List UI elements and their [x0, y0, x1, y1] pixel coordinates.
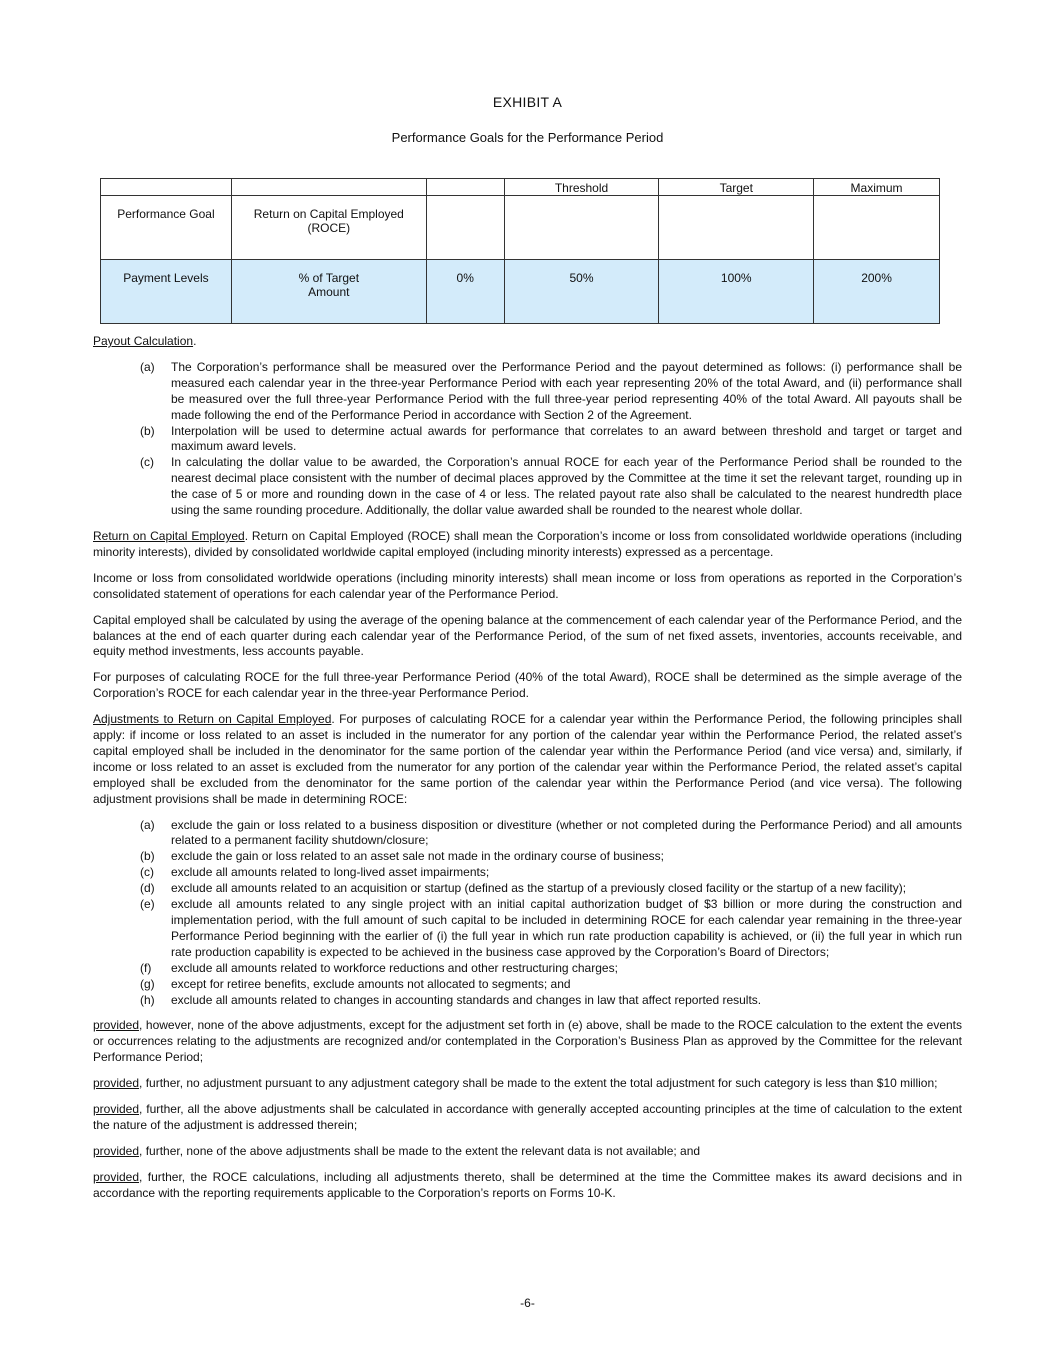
table-cell [504, 196, 659, 260]
list-item [93, 424, 962, 456]
proviso-paragraph [93, 1076, 962, 1092]
page-number: -6- [520, 1296, 535, 1310]
payout-list [93, 360, 962, 519]
list-marker: (f) [140, 960, 152, 975]
list-marker: (c) [140, 455, 154, 470]
list-item [93, 897, 962, 961]
proviso-lead: provided [93, 1018, 140, 1033]
adjustments-text: . For purposes of calculating ROCE for a calendar year within the Performance Period, the following principles shall apply: if income or loss related to an asset is included in the numerator for any portion of the calendar year within the Performance Period, the related asset’s capital employed shall be included in the denominator for the same portion of the calendar year within the Performance Period (and vice versa) and, similarly, if income or loss related to an asset is excluded from the numerator for any portion of the calendar year within the Performance Period, the related asset’s capital employed shall be excluded from the denominator for the same portion of the calendar year within the Performance Period (and vice versa). The following adjustment provisions shall be made in determining ROCE: [93, 712, 962, 806]
table-cell: 0% [426, 260, 504, 324]
table-cell: Performance Goal [101, 196, 232, 260]
list-text: The Corporation’s performance shall be measured over the Performance Period and the payout determined as follows: (i) performance shall be measured each calendar year in the three-year Performance Period with each year representing 20% of the total Award, and (ii) performance shall be measured over the full three-year Performance Period with the full three-year period representing 40% of the total Award. All payouts shall be made following the end of the Performance Period in accordance with Section 2 of the Agreement. [171, 359, 962, 422]
proviso-text: , further, all the above adjustments shall be calculated in accordance with generally accepted accounting principles at the time of calculation to the extent the nature of the adjustment is addressed therein; [93, 1102, 962, 1132]
payout-heading-paragraph [93, 334, 962, 350]
proviso-lead: provided [93, 1143, 140, 1158]
table-cell [426, 196, 504, 260]
document-body [93, 334, 962, 1212]
roce-paragraph [93, 529, 962, 561]
adjustments-list [93, 818, 962, 1009]
list-item [93, 865, 962, 881]
list-marker: (b) [140, 849, 155, 864]
list-text: exclude all amounts related to long-lived asset impairments; [171, 865, 490, 880]
table-cell [659, 196, 814, 260]
list-marker: (e) [140, 897, 155, 912]
three-year-paragraph: For purposes of calculating ROCE for the full three-year Performance Period (40% of the total Award), ROCE shall be determined as the simple average of the Corporation’s ROCE for each calendar year in the three-year Performance Period. [93, 670, 962, 701]
table-header-cell: Maximum [814, 179, 940, 196]
list-item [93, 455, 962, 519]
list-text: exclude all amounts related to any single project with an initial capital authorization budget of $3 billion or more during the construction and implementation period, with the full amount of such capital to be included in determining ROCE for each calendar year remaining in the three-year Performance Period beginning with the earlier of (i) the full year in which run rate production capability is achieved, or (ii) the full year in which run rate production capability is expected to be achieved in the business case approved by the Corporation’s Board of Directors; [171, 897, 962, 959]
table-cell: Return on Capital Employed (ROCE) [231, 196, 426, 260]
table-header-cell [231, 179, 426, 196]
list-item [93, 977, 962, 993]
proviso-text: , however, none of the above adjustments, except for the adjustment set forth in (e) above, shall be made to the ROCE calculation to the extent the events or occurrences relating to the adjustments are recognized and/or contemplated in the Corporation’s Business Plan as approved by the Committee for the relevant Performance Period; [93, 1018, 962, 1065]
list-marker: (g) [140, 976, 155, 991]
table-cell: 200% [814, 260, 940, 324]
payout-heading: Payout Calculation [93, 334, 194, 348]
table-cell: % of Target Amount [231, 260, 426, 324]
table-row [101, 260, 940, 324]
list-text: exclude the gain or loss related to a business disposition or divestiture (whether or not completed during the Performance Period) and all amounts related to a permanent facility shutdown/closure; [171, 817, 962, 848]
table-header-cell: Threshold [504, 179, 659, 196]
list-item [93, 881, 962, 897]
table-cell [814, 196, 940, 260]
proviso-text: , further, the ROCE calculations, including all adjustments thereto, shall be determined at the time the Committee makes its award decisions and in accordance with the reporting requirements applicable to the Corporation’s reports on Forms 10-K. [93, 1169, 962, 1200]
proviso-lead: provided [93, 1102, 140, 1117]
proviso-text: , further, no adjustment pursuant to any adjustment category shall be made to the extent the total adjustment for such category is less than $10 million; [139, 1076, 938, 1091]
list-marker: (d) [140, 881, 155, 896]
list-marker: (a) [140, 359, 155, 374]
list-marker: (b) [140, 423, 155, 438]
list-item [93, 993, 962, 1009]
roce-heading: Return on Capital Employed [93, 528, 245, 543]
capital-paragraph: Capital employed shall be calculated by using the average of the opening balance at the commencement of each calendar year of the Performance Period, and the balances at the end of each quarter during each calendar year of the Performance Period, of the sum of net fixed assets, inventories, accounts receivable, and equity method investments, less accounts payable. [93, 612, 962, 659]
adjustments-paragraph [93, 712, 962, 807]
adjustments-heading: Adjustments to Return on Capital Employed [93, 712, 332, 727]
list-text: exclude all amounts related to changes in accounting standards and changes in law that affect reported results. [171, 992, 762, 1007]
table-cell: Payment Levels [101, 260, 232, 324]
list-text: exclude all amounts related to an acquisition or startup (defined as the startup of a previously closed facility or the startup of a new facility); [171, 881, 907, 896]
proviso-paragraph [93, 1018, 962, 1066]
proviso-paragraph [93, 1170, 962, 1202]
table-header-cell [101, 179, 232, 196]
table-header-cell: Target [659, 179, 814, 196]
table-header-row [101, 179, 940, 196]
list-marker: (c) [140, 865, 154, 880]
list-item [93, 961, 962, 977]
list-text: Interpolation will be used to determine actual awards for performance that correlates to an award between threshold and target or target and maximum award levels. [171, 423, 962, 454]
list-text: except for retiree benefits, exclude amounts not allocated to segments; and [171, 976, 571, 991]
exhibit-title: EXHIBIT A [492, 94, 563, 110]
list-item [93, 849, 962, 865]
list-marker: (h) [140, 992, 155, 1007]
payout-heading-suffix: . [193, 334, 197, 348]
proviso-text: , further, none of the above adjustments shall be made to the extent the relevant data is not available; and [139, 1143, 701, 1158]
operations-paragraph: Income or loss from consolidated worldwide operations (including minority interests) shall mean income or loss from operations as reported in the Corporation’s consolidated statement of operations for each calendar year of the Performance Period. [93, 570, 962, 601]
list-text: exclude all amounts related to workforce reductions and other restructuring charges; [171, 960, 618, 975]
performance-goals-table [100, 178, 940, 324]
proviso-lead: provided [93, 1076, 140, 1091]
table-cell: 50% [504, 260, 659, 324]
table-header-cell [426, 179, 504, 196]
list-text: exclude the gain or loss related to an asset sale not made in the ordinary course of business; [171, 849, 664, 864]
proviso-paragraph [93, 1144, 962, 1160]
list-marker: (a) [140, 817, 155, 832]
list-text: In calculating the dollar value to be awarded, the Corporation’s annual ROCE for each year of the Performance Period shall be rounded to the nearest decimal place consistent with the number of decimal places approved by the Committee at the time it set the relevant target, rounding up in the case of 5 or more and rounding down in the case of 4 or less. The related payout rate also shall be calculated to the nearest hundredth place using the same rounding procedure. Additionally, the dollar value awarded shall be rounded to the nearest whole dollar. [171, 455, 962, 518]
table-cell: 100% [659, 260, 814, 324]
table-row [101, 196, 940, 260]
exhibit-subtitle: Performance Goals for the Performance Period [391, 130, 664, 145]
proviso-lead: provided [93, 1169, 140, 1184]
list-item [93, 360, 962, 424]
proviso-paragraph [93, 1102, 962, 1134]
roce-text: . Return on Capital Employed (ROCE) shall mean the Corporation’s income or loss from consolidated worldwide operations (including minority interests), divided by consolidated worldwide capital employed (including minority interests) expressed as a percentage. [93, 528, 962, 559]
list-item [93, 818, 962, 850]
